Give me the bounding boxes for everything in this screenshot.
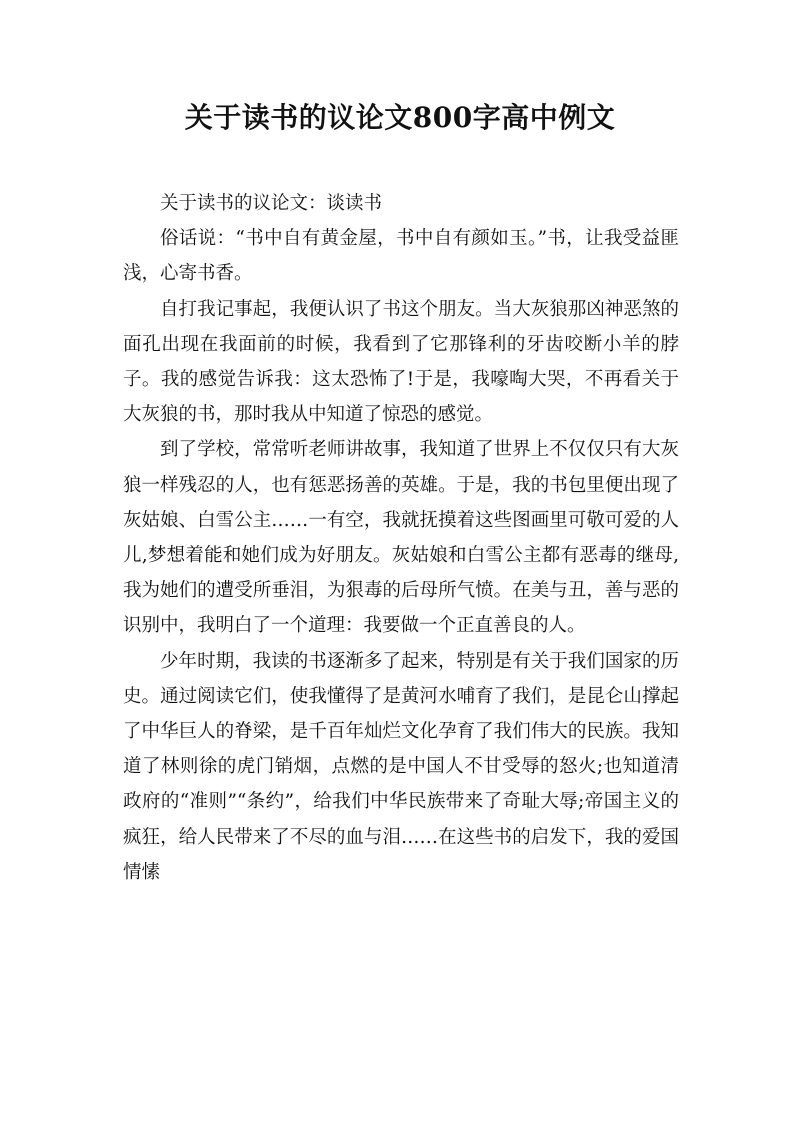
paragraph-proverb: 俗话说：“书中自有黄金屋，书中自有颜如玉。”书，让我受益匪浅，心寄书香。 (123, 228, 679, 285)
paragraph-childhood: 自打我记事起，我便认识了书这个朋友。当大灰狼那凶神恶煞的面孔出现在我面前的时候，我看到了它那锋利的牙齿咬断小羊的脖子。我的感觉告诉我：这太恐怖了!于是，我嚎啕大哭，不再看关于大灰狼的书，那时我从中知道了惊恐的感觉。 (123, 298, 679, 426)
document-body (123, 186, 679, 890)
paragraph-subtitle: 关于读书的议论文：谈读书 (160, 193, 383, 214)
document-title: 关于读书的议论文800字高中例文 (184, 101, 616, 134)
paragraph-youth: 少年时期，我读的书逐渐多了起来，特别是有关于我们国家的历史。通过阅读它们，使我懂得了是黄河水哺育了我们，是昆仑山撑起了中华巨人的脊梁，是千百年灿烂文化孕育了我们伟大的民族。我知道了林则徐的虎门销烟，点燃的是中国人不甘受辱的怒火;也知道清政府的“准则”“条约”，给我们中华民族带来了奇耻大辱;帝国主义的疯狂，给人民带来了不尽的血与泪……在这些书的启发下，我的爱国情愫 (123, 650, 679, 883)
paragraph-school: 到了学校，常常听老师讲故事，我知道了世界上不仅仅只有大灰狼一样残忍的人，也有惩恶扬善的英雄。于是，我的书包里便出现了灰姑娘、白雪公主……一有空，我就抚摸着这些图画里可敬可爱的人儿,梦想着能和她们成为好朋友。灰姑娘和白雪公主都有恶毒的继母,我为她们的遭受所垂泪，为狠毒的后母所气愤。在美与丑，善与恶的识别中，我明白了一个道理：我要做一个正直善良的人。 (123, 439, 679, 637)
